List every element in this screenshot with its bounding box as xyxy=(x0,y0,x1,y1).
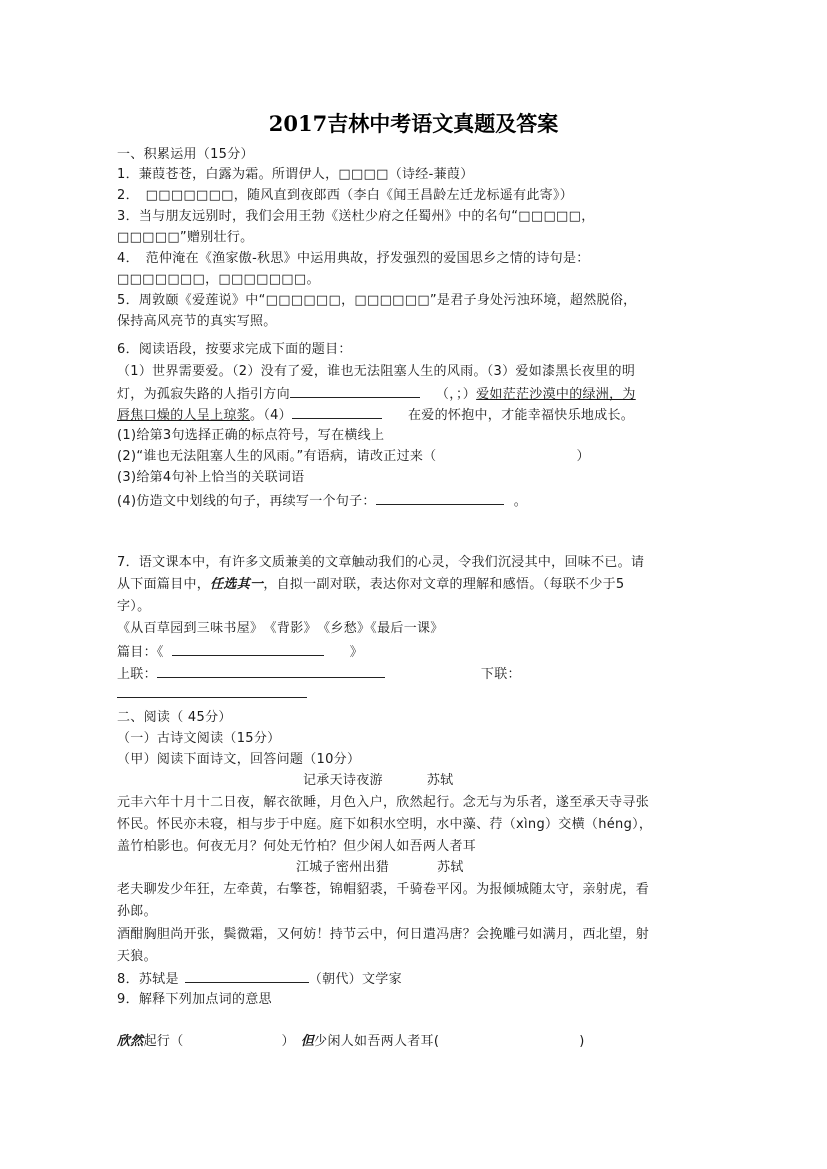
shanglian-blank[interactable] xyxy=(157,663,385,678)
q7-text: ，自拟一副对联，表达你对文章的理解和感悟。（每联不少于5 xyxy=(263,577,625,592)
poem2-line2: 孙郎。 xyxy=(117,904,157,919)
pianmu-label: 篇目：《 xyxy=(117,645,164,660)
question-3-line1: 3．当与朋友远别时，我们会用王勃《送杜少府之任蜀州》中的名句“□□□□□， xyxy=(117,209,595,224)
q7-text: 从下面篇目中， xyxy=(117,577,211,592)
underlined-sentence: 爱如茫茫沙漠中的绿洲，为 xyxy=(476,387,636,402)
question-4-line2: □□□□□□□，□□□□□□□。 xyxy=(117,272,320,287)
q9-item1-close: ） xyxy=(281,1034,295,1049)
poem1-title: 记承天诗夜游 xyxy=(303,773,383,788)
sub2-close: ） xyxy=(576,449,590,464)
page-title: 2017吉林中考语文真题及答案 xyxy=(268,111,559,136)
answer-blank[interactable] xyxy=(376,490,504,505)
question-6-heading: 6．阅读语段，按要求完成下面的题目： xyxy=(117,342,352,357)
q8-text-end: （朝代）文学家 xyxy=(308,972,402,987)
answer-blank[interactable] xyxy=(290,383,420,398)
question-6-passage-line1: （1）世界需要爱。（2）没有了爱，谁也无法阻塞人生的风雨。（3）爱如漆黑长夜里的明 xyxy=(117,364,636,379)
question-7-line2 xyxy=(117,575,717,595)
q9-item1: 起行（ xyxy=(143,1034,184,1049)
question-6-sub1: (1)给第3句选择正确的标点符号，写在横线上 xyxy=(117,428,385,443)
question-1: 1．蒹葭苍苍，白露为霜。所谓伊人，□□□□（诗经-蒹葭） xyxy=(117,167,474,182)
dotted-word-1: 欣然 xyxy=(117,1034,144,1049)
q8-text: 8．苏轼是 xyxy=(117,972,179,987)
answer-blank[interactable] xyxy=(292,404,382,419)
question-6-passage-line2 xyxy=(117,383,717,405)
question-9-items xyxy=(117,1032,717,1052)
passage-text: 灯，为孤寂失路的人指引方向 xyxy=(117,387,290,402)
poem1-line2: 怀民。怀民亦未寝，相与步于中庭。庭下如积水空明，水中藻、荇（xìng）交横（héng）， xyxy=(117,817,653,832)
sub2-text: (2)“谁也无法阻塞人生的风雨。”有语病，请改正过来（ xyxy=(117,449,437,464)
question-4-line1: 4． 范仲淹在《渔家傲-秋思》中运用典故，抒发强烈的爱国思乡之情的诗句是： xyxy=(117,251,590,266)
poem2-title-line xyxy=(296,858,596,878)
section2-subheading: （一）古诗文阅读（15分） xyxy=(117,731,281,746)
question-6-sub2 xyxy=(117,447,717,467)
pianmu-blank[interactable] xyxy=(172,641,324,656)
question-3-line2: □□□□□”赠别壮行。 xyxy=(117,230,254,245)
underlined-sentence-end: 唇焦口燥的人呈上琼浆 xyxy=(117,408,251,423)
xialian-blank[interactable] xyxy=(117,683,307,698)
question-7-line3: 字）。 xyxy=(117,599,151,614)
q9-item2: 少闲人如吾两人者耳( xyxy=(314,1034,440,1049)
question-6-sub4 xyxy=(117,490,717,512)
poem2-line4: 天狼。 xyxy=(117,949,157,964)
poem1-line1: 元丰六年十月十二日夜，解衣欲睡，月色入户，欣然起行。念无与为乐者，遂至承天寺寻张 xyxy=(117,795,650,810)
section2-heading: 二、阅读（ 45分） xyxy=(117,710,232,725)
q9-item2-close: ) xyxy=(579,1034,585,1049)
poem1-author: 苏轼 xyxy=(426,773,454,788)
section1-heading: 一、积累运用（15分） xyxy=(117,147,254,162)
poem1-title-line xyxy=(303,771,603,791)
question-8 xyxy=(117,968,717,990)
pianmu-close: 》 xyxy=(349,645,364,660)
poem2-line1: 老夫聊发少年狂，左牵黄，右擎苍，锦帽貂裘，千骑卷平冈。为报倾城随太守，亲射虎，看 xyxy=(117,882,650,897)
question-2: 2． □□□□□□□，随风直到夜郎西（李白《闻王昌龄左迁龙标遥有此寄》） xyxy=(117,188,574,203)
dotted-word-2: 但 xyxy=(300,1034,315,1049)
question-7-titles: 《从百草园到三味书屋》 《背影》 《乡愁》《最后一课》 xyxy=(117,621,444,636)
question-9: 9．解释下列加点词的意思 xyxy=(117,992,272,1007)
poem2-author: 苏轼 xyxy=(437,860,464,875)
question-6-sub3: (3)给第4句补上恰当的关联词语 xyxy=(117,470,305,485)
question-7-pianmu xyxy=(117,641,717,663)
poem2-line3: 酒酣胸胆尚开张，鬓微霜，又何妨！持节云中，何日遣冯唐？会挽雕弓如满月，西北望，射 xyxy=(117,927,650,942)
sub4-end: 。 xyxy=(513,494,528,509)
poem1-line3: 盖竹柏影也。何夜无月？何处无竹柏？但少闲人如吾两人者耳 xyxy=(117,839,477,854)
question-6-passage-line3 xyxy=(117,404,717,426)
question-7-couplet xyxy=(117,663,717,685)
passage-text: 在爱的怀抱中，才能幸福快乐地成长。 xyxy=(408,408,635,423)
sub4-text: (4)仿造文中划线的句子，再续写一个句子： xyxy=(117,494,376,509)
question-7-line1: 7．语文课本中，有许多文质兼美的文章触动我们的心灵，令我们沉浸其中，回味不已。请 xyxy=(117,555,645,570)
xialian-blank-line xyxy=(117,683,717,703)
punctuation-options: （，；） xyxy=(435,387,477,402)
question-5-line1: 5．周敦颐《爱莲说》中“□□□□□□，□□□□□□”是君子身处污浊环境，超然脱俗， xyxy=(117,293,637,308)
section2-jia-heading: （甲）阅读下面诗文，回答问题（10分） xyxy=(117,752,361,767)
xialian-label: 下联： xyxy=(480,667,521,682)
q8-blank[interactable] xyxy=(185,968,309,983)
poem2-title: 江城子密州出猎 xyxy=(296,860,390,875)
question-5-line2: 保持高风亮节的真实写照。 xyxy=(117,314,277,329)
shanglian-label: 上联： xyxy=(117,667,157,682)
emphasis-text: 任选其一 xyxy=(210,577,264,592)
passage-text: 。（4） xyxy=(250,408,292,423)
